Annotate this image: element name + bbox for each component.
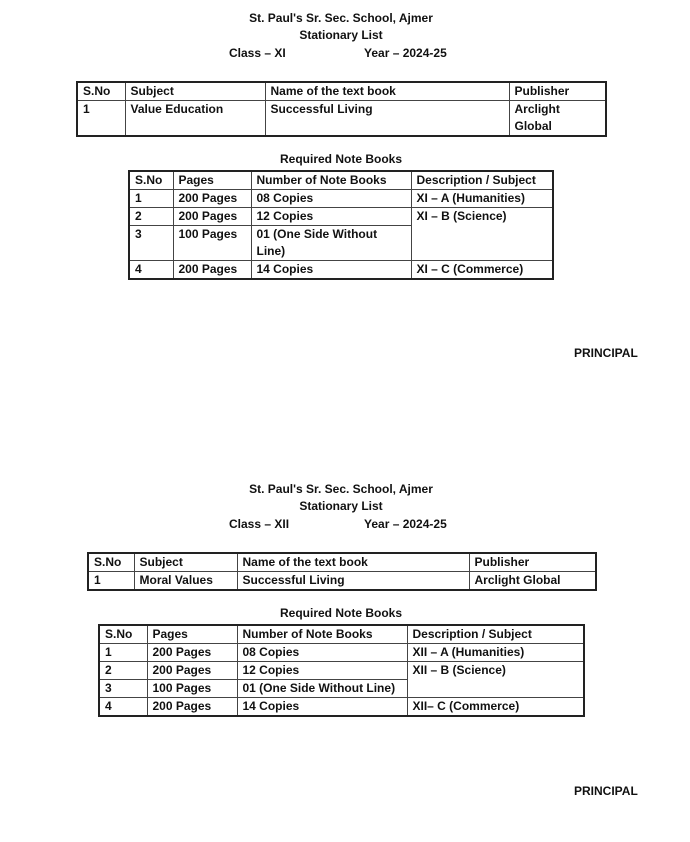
cell: 1 — [99, 644, 147, 662]
cell: XII – B (Science) — [407, 662, 584, 698]
cell: 200 Pages — [173, 208, 251, 226]
header-cell: Name of the text book — [237, 553, 469, 572]
cell: 100 Pages — [173, 226, 251, 261]
header-cell: Subject — [134, 553, 237, 572]
cell: 3 — [99, 680, 147, 698]
table-header-row — [77, 82, 606, 101]
list-title: Stationary List — [299, 499, 383, 513]
cell: Arclight Global — [509, 101, 606, 137]
header-cell: Publisher — [509, 82, 606, 101]
principal-signature: PRINCIPAL — [574, 784, 638, 798]
header-cell: Number of Note Books — [237, 625, 407, 644]
cell: 200 Pages — [147, 698, 237, 717]
header-cell: S.No — [129, 171, 173, 190]
header-cell: Name of the text book — [265, 82, 509, 101]
cell: XI – B (Science) — [411, 208, 553, 261]
table-row — [99, 662, 584, 680]
header-cell: Number of Note Books — [251, 171, 411, 190]
cell: 200 Pages — [173, 261, 251, 280]
table-row — [129, 208, 553, 226]
cell: Moral Values — [134, 572, 237, 591]
header-cell: Description / Subject — [411, 171, 553, 190]
cell: Successful Living — [237, 572, 469, 591]
header-cell: Subject — [125, 82, 265, 101]
cell: Successful Living — [265, 101, 509, 137]
cell: Arclight Global — [469, 572, 596, 591]
cell: Value Education — [125, 101, 265, 137]
textbook-table — [76, 81, 607, 137]
table-row — [129, 190, 553, 208]
cell: 200 Pages — [173, 190, 251, 208]
principal-signature: PRINCIPAL — [574, 346, 638, 360]
class-label: Class – XI — [229, 46, 286, 60]
header-cell: S.No — [99, 625, 147, 644]
header-cell: S.No — [88, 553, 134, 572]
cell: 12 Copies — [251, 208, 411, 226]
cell: 01 (One Side Without Line) — [251, 226, 411, 261]
cell: 08 Copies — [251, 190, 411, 208]
cell: XI – C (Commerce) — [411, 261, 553, 280]
list-title: Stationary List — [299, 28, 383, 42]
header-cell: Pages — [173, 171, 251, 190]
cell: 4 — [129, 261, 173, 280]
year-label: Year – 2024-25 — [364, 517, 447, 531]
cell: 2 — [99, 662, 147, 680]
cell: 08 Copies — [237, 644, 407, 662]
cell: 1 — [88, 572, 134, 591]
cell: XII– C (Commerce) — [407, 698, 584, 717]
table-header-row — [88, 553, 596, 572]
header-cell: Pages — [147, 625, 237, 644]
table-header-row — [129, 171, 553, 190]
cell: 12 Copies — [237, 662, 407, 680]
cell: XII – A (Humanities) — [407, 644, 584, 662]
school-name: St. Paul's Sr. Sec. School, Ajmer — [249, 482, 433, 496]
cell: 01 (One Side Without Line) — [237, 680, 407, 698]
cell: 200 Pages — [147, 662, 237, 680]
header-cell: Description / Subject — [407, 625, 584, 644]
table-row — [88, 572, 596, 591]
textbook-table — [87, 552, 597, 591]
table-row — [77, 101, 606, 137]
cell: 14 Copies — [251, 261, 411, 280]
table-row — [99, 698, 584, 717]
notebooks-heading: Required Note Books — [279, 606, 402, 620]
cell: 4 — [99, 698, 147, 717]
header-cell: S.No — [77, 82, 125, 101]
cell: 200 Pages — [147, 644, 237, 662]
year-label: Year – 2024-25 — [364, 46, 447, 60]
table-row — [99, 644, 584, 662]
cell: 100 Pages — [147, 680, 237, 698]
cell: XI – A (Humanities) — [411, 190, 553, 208]
cell: 2 — [129, 208, 173, 226]
cell: 1 — [129, 190, 173, 208]
cell: 1 — [77, 101, 125, 137]
table-row — [129, 261, 553, 280]
header-cell: Publisher — [469, 553, 596, 572]
notebooks-table — [128, 170, 554, 280]
notebooks-heading: Required Note Books — [279, 152, 402, 166]
table-header-row — [99, 625, 584, 644]
school-name: St. Paul's Sr. Sec. School, Ajmer — [249, 11, 433, 25]
cell: 14 Copies — [237, 698, 407, 717]
class-label: Class – XII — [229, 517, 290, 531]
notebooks-table — [98, 624, 585, 717]
cell: 3 — [129, 226, 173, 261]
